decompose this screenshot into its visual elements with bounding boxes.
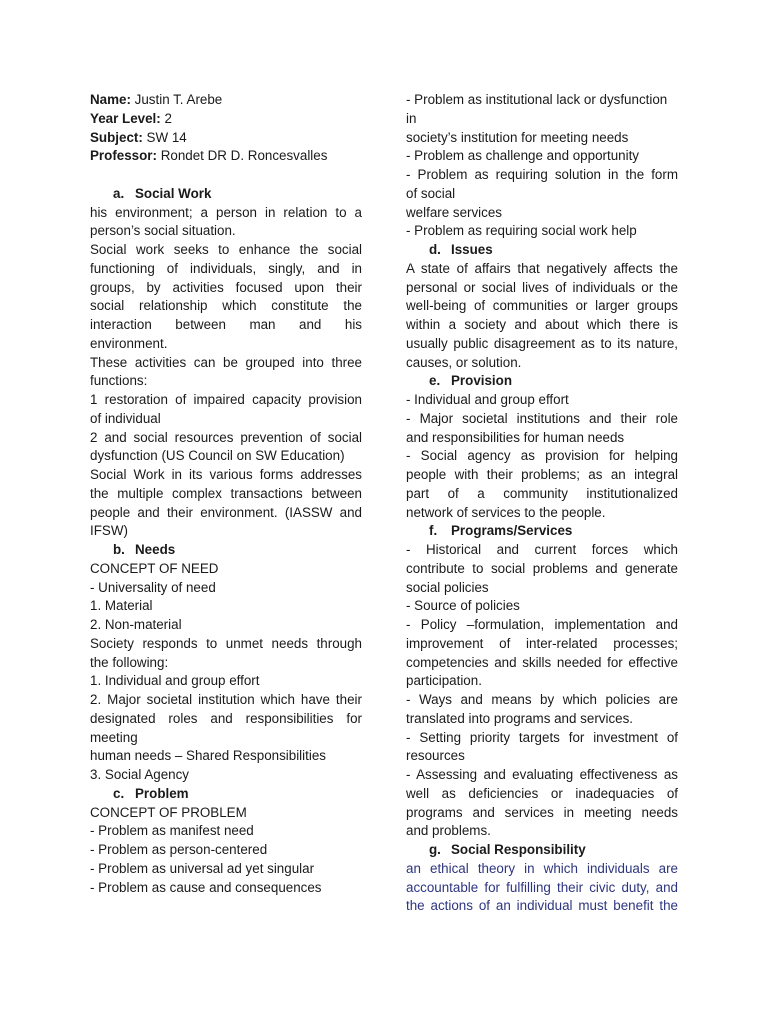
text-line: - Setting priority targets for investment of — [406, 729, 678, 745]
section-title: Needs — [135, 542, 176, 557]
text-line: competencies and skills needed for effective — [406, 654, 678, 670]
text-line: A state of affairs that negatively affects the — [406, 260, 678, 276]
text-line: - Ways and means by which policies are — [406, 692, 678, 707]
text-line: 3. Social Agency — [90, 767, 190, 782]
text-line: Society responds to unmet needs through — [90, 635, 362, 651]
text-line: - Assessing and evaluating effectiveness as — [406, 767, 678, 782]
section-marker: e. — [429, 373, 441, 389]
text-line: 2. Non-material — [90, 617, 182, 632]
section-heading-social-responsibility — [406, 841, 678, 860]
text-line: interaction between man and his — [90, 317, 362, 332]
text-line: - Universality of need — [90, 579, 216, 595]
text-line: - Problem as person-centered — [90, 842, 268, 857]
section-title: Social Work — [135, 185, 212, 201]
name-line — [90, 91, 362, 110]
section-heading-issues — [406, 241, 678, 260]
text-line: of social — [406, 185, 456, 201]
text-line: personal or social lives of individuals or the — [406, 279, 678, 295]
text-line: an ethical theory in which individuals are — [406, 860, 678, 876]
text-line: groups, by activities focused upon their — [90, 279, 362, 295]
text-line: human needs – Shared Responsibilities — [90, 748, 326, 764]
text-line: people with their problems; as an integral — [406, 467, 678, 482]
name-value: Justin T. Arebe — [130, 92, 223, 107]
text-line: people and their environment. (IASSW and — [90, 504, 362, 520]
professor-line — [90, 147, 362, 166]
text-line: improvement of inter-related processes; — [406, 635, 678, 651]
subject-line — [90, 129, 362, 148]
left-column — [90, 91, 362, 897]
text-line: causes, or solution. — [406, 354, 522, 370]
text-line: CONCEPT OF NEED — [90, 560, 219, 576]
text-line: of individual — [90, 410, 161, 426]
subject-value: SW 14 — [142, 129, 187, 145]
text-line: - Problem as universal ad yet singular — [90, 860, 315, 876]
section-heading-social-work — [90, 185, 362, 204]
text-line: 1. Material — [90, 598, 153, 614]
section-title: Provision — [451, 373, 513, 389]
text-line: - Major societal institutions and their role — [406, 410, 678, 426]
text-line: 2. Major societal institution which have their — [90, 692, 362, 707]
section-marker: g. — [429, 842, 441, 857]
section-heading-programs-services — [406, 522, 678, 541]
section-marker: c. — [113, 785, 125, 801]
section-heading-problem — [90, 785, 362, 804]
text-line: his environment; a person in relation to a — [90, 204, 362, 220]
text-line: translated into programs and services. — [406, 710, 634, 726]
name-label: Name: — [90, 92, 131, 107]
right-column — [406, 91, 678, 916]
text-line: resources — [406, 748, 465, 764]
text-line: well-being of communities or larger groups — [406, 298, 678, 314]
text-line: CONCEPT OF PROBLEM — [90, 804, 247, 820]
text-line: the following: — [90, 654, 169, 670]
text-line: 1 restoration of impaired capacity provision — [90, 392, 362, 407]
text-line: - Problem as institutional lack or dysfunction — [406, 92, 668, 107]
text-line: IFSW) — [90, 523, 128, 539]
text-line: contribute to social problems and generate — [406, 560, 678, 576]
year-level-line — [90, 110, 362, 129]
text-line: These activities can be grouped into three — [90, 354, 362, 370]
section-heading-needs — [90, 541, 362, 560]
text-line: environment. — [90, 335, 168, 351]
text-line: person’s social situation. — [90, 223, 236, 239]
text-line: - Problem as requiring social work help — [406, 223, 637, 239]
text-line: social relationship which constitute the — [90, 298, 362, 314]
year-level-value: 2 — [160, 110, 172, 126]
blank-line — [90, 166, 362, 185]
section-heading-provision — [406, 372, 678, 391]
text-line: - Policy –formulation, implementation and — [406, 617, 678, 632]
section-title: Social Responsibility — [451, 842, 586, 857]
text-line: 1. Individual and group effort — [90, 673, 260, 689]
text-line: well as deficiencies or inadequacies of — [406, 785, 678, 801]
text-line: - Historical and current forces which — [406, 542, 678, 557]
year-level-label: Year Level: — [90, 110, 161, 126]
text-line: network of services to the people. — [406, 504, 606, 520]
text-line: accountable for fulfilling their civic duty, and — [406, 879, 678, 895]
text-line: within a society and about which there is — [406, 317, 678, 332]
text-line: - Problem as cause and consequences — [90, 879, 322, 895]
text-line: welfare services — [406, 204, 502, 220]
text-line: programs and services in meeting needs — [406, 804, 678, 820]
text-line: - Individual and group effort — [406, 392, 569, 407]
section-marker: f. — [429, 523, 438, 539]
text-line: designated roles and responsibilities for — [90, 710, 362, 726]
professor-label: Professor: — [90, 148, 157, 164]
text-line: - Problem as requiring solution in the form — [406, 167, 678, 182]
text-line: - Social agency as provision for helping — [406, 448, 678, 464]
text-line: the multiple complex transactions between — [90, 485, 362, 501]
professor-value: Rondet DR D. Roncesvalles — [156, 148, 328, 164]
text-line: society’s institution for meeting needs — [406, 129, 629, 145]
text-line: and problems. — [406, 823, 491, 839]
text-line: meeting — [90, 729, 138, 745]
section-marker: d. — [429, 242, 441, 257]
text-line: Social work seeks to enhance the social — [90, 242, 362, 257]
text-line: - Problem as manifest need — [90, 823, 254, 839]
text-line: in — [406, 110, 417, 126]
text-line: - Source of policies — [406, 598, 520, 614]
section-title: Programs/Services — [451, 523, 573, 539]
subject-label: Subject: — [90, 129, 143, 145]
section-title: Issues — [451, 242, 493, 257]
section-marker: a. — [113, 185, 125, 201]
section-marker: b. — [113, 542, 125, 557]
text-line: the actions of an individual must benefit the — [406, 898, 678, 914]
text-line: - Problem as challenge and opportunity — [406, 148, 639, 164]
text-line: functioning of individuals, singly, and in — [90, 260, 362, 276]
text-line: functions: — [90, 373, 148, 389]
text-line: usually public disagreement as to its nature, — [406, 335, 678, 351]
text-line: 2 and social resources prevention of social — [90, 429, 362, 445]
text-line: and responsibilities for human needs — [406, 429, 625, 445]
text-line: Social Work in its various forms addresses — [90, 467, 362, 482]
section-title: Problem — [135, 785, 189, 801]
text-line: participation. — [406, 673, 482, 689]
text-line: dysfunction (US Council on SW Education) — [90, 448, 345, 464]
text-line: part of a community institutionalized — [406, 485, 678, 501]
text-line: social policies — [406, 579, 489, 595]
